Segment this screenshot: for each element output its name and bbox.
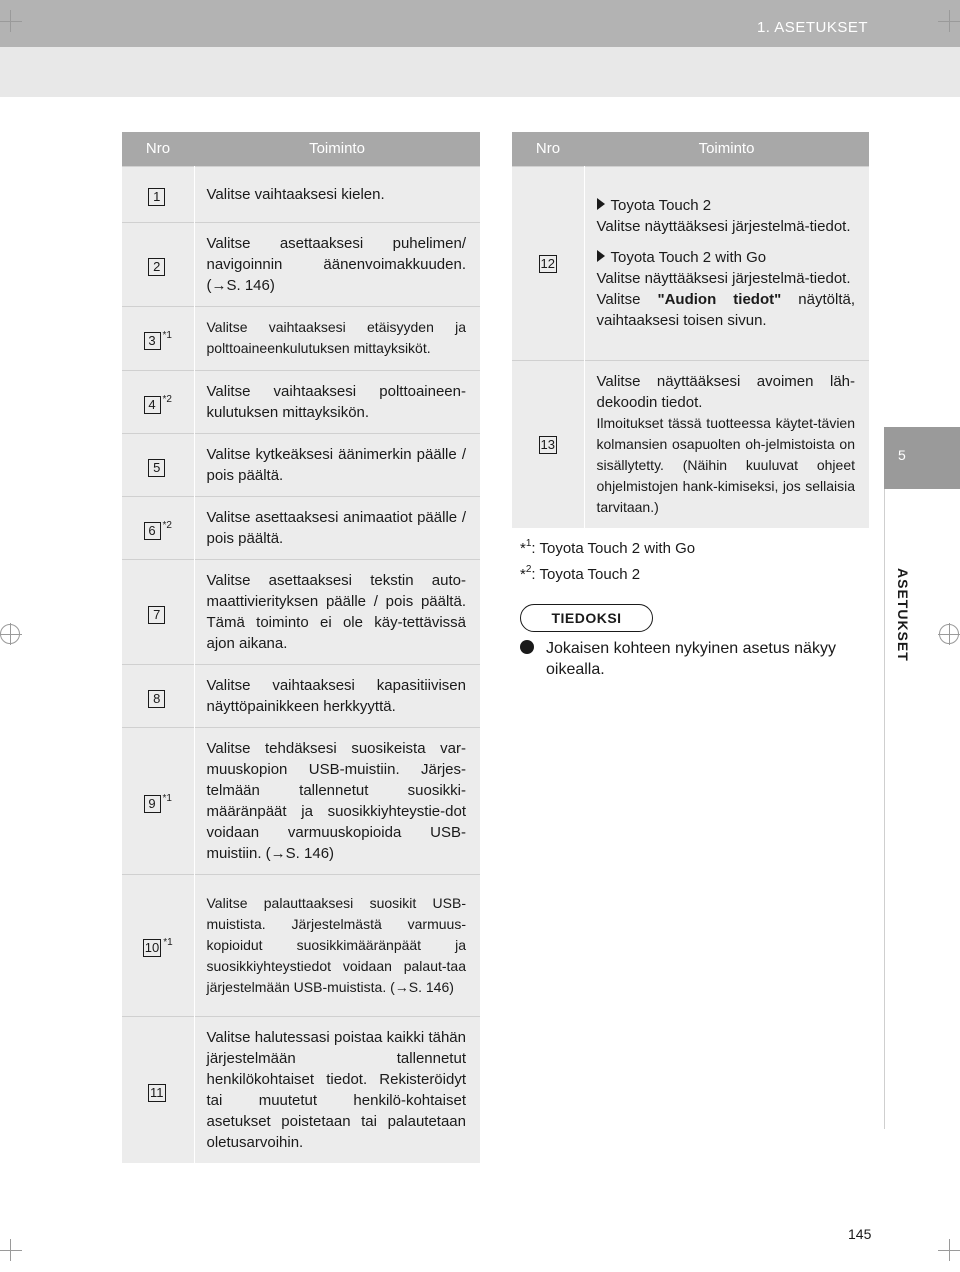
item-number: 11 bbox=[150, 1084, 164, 1100]
item-description: Valitse vaihtaaksesi kielen. bbox=[194, 166, 480, 222]
table-row bbox=[122, 727, 480, 874]
item-number: 12 bbox=[540, 255, 555, 271]
table-row bbox=[122, 433, 480, 496]
item-number: 9 bbox=[144, 795, 161, 813]
item-number: 7 bbox=[148, 606, 165, 624]
item-description bbox=[584, 360, 869, 528]
item-description: Valitse vaihtaaksesi etäisyyden ja polttoaineenkulutuksen mittayksiköt. bbox=[194, 306, 480, 370]
open-source-text: Valitse näyttääksesi avoimen läh-dekoodin tiedot. bbox=[596, 372, 855, 411]
table-header-row bbox=[512, 132, 869, 166]
footnote-item: *$^2$: Toyota Touch 2 bbox=[520, 564, 641, 583]
footnote-mark: *1 bbox=[162, 330, 172, 341]
crop-circle-mid-left bbox=[0, 624, 20, 644]
item-number: 1 bbox=[148, 188, 165, 206]
table-row bbox=[122, 496, 480, 559]
crop-mark-top-right-v bbox=[949, 10, 950, 32]
item-description: Valitse asettaaksesi puhelimen/ navigoinnin äänenvoimakkuuden. (→S. 146) bbox=[194, 222, 480, 306]
chapter-number: 5 bbox=[898, 447, 906, 463]
table-row bbox=[512, 166, 869, 360]
bullet-icon bbox=[520, 640, 534, 654]
triangle-bullet-icon bbox=[597, 198, 605, 210]
variant-block-touch2-go bbox=[597, 247, 856, 331]
crop-mark-bottom-left-h bbox=[0, 1250, 22, 1251]
item-description: Valitse palauttaaksesi suosikit USB-muistista. Järjestelmästä varmuus-kopioidut suosikkimääränpäät ja suosikkiyhteystiedot voidaan palaut-taa järjestelmään USB-muistista. (→S. 146) bbox=[194, 874, 480, 1016]
note-text: Jokaisen kohteen nykyinen asetus näkyy oikealla. bbox=[546, 640, 836, 678]
table-row bbox=[512, 360, 869, 528]
item-description: Valitse kytkeäksesi äänimerkin päälle / pois päältä. bbox=[194, 433, 480, 496]
variant-text: Valitse näyttääksesi järjestelmä-tiedot. bbox=[596, 218, 851, 235]
item-number: 13 bbox=[540, 436, 555, 452]
footnote-mark: *2 bbox=[162, 519, 172, 531]
header-toiminto: Toiminto bbox=[584, 132, 869, 166]
footnote-mark: *1 bbox=[162, 792, 172, 804]
note-label: TIEDOKSI bbox=[520, 604, 653, 632]
side-divider bbox=[884, 489, 885, 1129]
item-description: Valitse vaihtaaksesi polttoaineen-kulutuksen mittayksikön. bbox=[194, 370, 480, 433]
settings-table-right bbox=[512, 132, 869, 528]
header-band bbox=[0, 47, 960, 97]
footnote-mark: *2 bbox=[162, 393, 172, 405]
page-number: 145 bbox=[848, 1226, 872, 1242]
table-row bbox=[122, 166, 480, 222]
table-row bbox=[122, 306, 480, 370]
item-description bbox=[584, 166, 869, 360]
third-party-text: Ilmoitukset tässä tuotteessa käytet-tävien kolmansien osapuolten oh-jelmistoista on sisällytetty. (Näihin kuuluvat ohjeet ohjelmistojen hank-kimiseksi, jos sellaisia tarvitaan.) bbox=[596, 414, 855, 515]
table-row bbox=[122, 559, 480, 664]
footnote-mark: *1 bbox=[163, 937, 173, 948]
item-number: 8 bbox=[148, 690, 165, 708]
header-toiminto: Toiminto bbox=[194, 132, 480, 166]
table-row bbox=[122, 874, 480, 1016]
screen-button-name: "Audion tiedot" bbox=[657, 291, 782, 308]
variant-text: Valitse näyttääksesi järjestelmä-tiedot. bbox=[596, 270, 851, 287]
header-nro: Nro bbox=[512, 132, 584, 166]
item-number: 2 bbox=[148, 258, 165, 276]
item-number: 6 bbox=[144, 522, 161, 540]
table-row bbox=[122, 1016, 480, 1163]
crop-mark-bottom-left-v bbox=[10, 1239, 11, 1261]
settings-table-left bbox=[122, 132, 480, 1163]
item-number: 3 bbox=[144, 332, 161, 350]
chapter-label: ASETUKSET bbox=[895, 568, 911, 662]
item-description: Valitse asettaaksesi tekstin auto-maattivierityksen päälle / pois päältä. Tämä toiminto ei ole käy-tettävissä ajon aikana. bbox=[194, 559, 480, 664]
item-description: Valitse halutessasi poistaa kaikki tähän järjestelmään tallennetut henkilökohtaiset tiedot. Rekisteröidyt tai muutetut henkilö-kohtaiset asetukset poistetaan tai palautetaan oletusarvoihin. bbox=[194, 1016, 480, 1163]
section-title: 1. ASETUKSET bbox=[756, 19, 868, 36]
table-row bbox=[122, 370, 480, 433]
triangle-bullet-icon bbox=[597, 250, 605, 262]
table-row bbox=[122, 664, 480, 727]
footnotes bbox=[520, 533, 695, 585]
table-row bbox=[122, 222, 480, 306]
footnote-item: *$^1$: Toyota Touch 2 with Go bbox=[520, 538, 696, 557]
item-description: Valitse vaihtaaksesi kapasitiivisen näyttöpainikkeen herkkyyttä. bbox=[194, 664, 480, 727]
crop-mark-top-left-h bbox=[0, 21, 22, 22]
chapter-tab bbox=[884, 427, 960, 489]
crop-mark-top-left-v bbox=[10, 10, 11, 32]
variant-extra: Valitse "Audion tiedot" näytöltä, vaihtaaksesi toisen sivun. bbox=[596, 291, 855, 329]
item-number: 10 bbox=[144, 940, 160, 956]
item-number: 4 bbox=[144, 396, 161, 414]
crop-circle-mid-right bbox=[939, 624, 959, 644]
item-description: Valitse asettaaksesi animaatiot päälle / pois päältä. bbox=[194, 496, 480, 559]
variant-title: Toyota Touch 2 with Go bbox=[610, 249, 767, 266]
variant-title: Toyota Touch 2 bbox=[610, 197, 712, 214]
crop-mark-bottom-right-v bbox=[949, 1239, 950, 1261]
item-description: Valitse tehdäksesi suosikeista var-muuskopion USB-muistiin. Järjes-telmään tallennetut suosikki-määränpäät ja suosikkiyhteystie-dot voidaan varmuuskopioida USB-muistiin. (→S. 146) bbox=[194, 727, 480, 874]
note-item bbox=[520, 638, 865, 680]
variant-block-touch2 bbox=[597, 195, 856, 237]
item-number: 5 bbox=[148, 459, 165, 477]
header-nro: Nro bbox=[122, 132, 194, 166]
table-header-row bbox=[122, 132, 480, 166]
